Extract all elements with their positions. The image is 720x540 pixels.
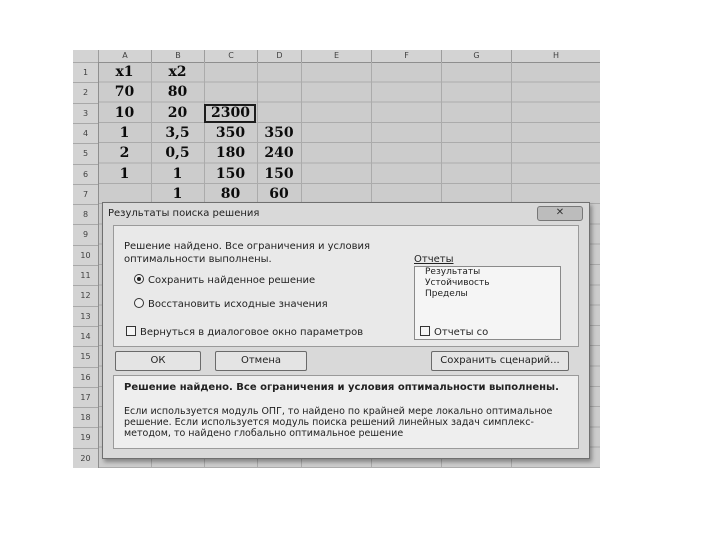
cell-c7[interactable]: 80 <box>220 185 241 202</box>
row-header[interactable]: 1 <box>73 62 98 82</box>
cell-d6[interactable]: 150 <box>264 165 294 182</box>
row-header[interactable]: 2 <box>73 82 98 102</box>
column-header-b[interactable]: B <box>151 50 204 62</box>
cell-a3[interactable]: 10 <box>114 104 135 121</box>
column-header-c[interactable]: C <box>204 50 257 62</box>
row-header[interactable]: 20 <box>73 448 98 468</box>
cell-b6[interactable]: 1 <box>172 165 183 182</box>
ok-button[interactable]: ОК <box>115 351 201 371</box>
cell-a1[interactable]: x1 <box>115 64 134 80</box>
column-header-e[interactable]: E <box>301 50 371 62</box>
row-header[interactable]: 10 <box>73 245 98 265</box>
checkbox-icon <box>420 326 430 336</box>
row-header[interactable]: 13 <box>73 306 98 326</box>
row-header[interactable]: 14 <box>73 326 98 346</box>
save-scenario-button[interactable]: Сохранить сценарий... <box>431 351 569 371</box>
cell-c5[interactable]: 180 <box>215 145 246 162</box>
row-header[interactable]: 18 <box>73 407 98 427</box>
cell-a6[interactable]: 1 <box>119 165 130 182</box>
cell-b4[interactable]: 3,5 <box>165 124 190 141</box>
explanation-text: Если используется модуль ОПГ, то найдено по крайней мере локально оптимальное решение. Если используется модуль поиска решений линейных задач симплекс-методом, то найдено глобально оптимальное решение <box>124 406 553 439</box>
restore-values-label: Восстановить исходные значения <box>148 299 328 310</box>
column-header-a[interactable]: A <box>98 50 151 62</box>
row-header[interactable]: 3 <box>73 103 98 123</box>
cell-d7[interactable]: 60 <box>269 185 289 202</box>
restore-values-radio[interactable] <box>134 298 328 310</box>
keep-solution-label: Сохранить найденное решение <box>148 275 316 286</box>
explanation-title: Решение найдено. Все ограничения и условия оптимальности выполнены. <box>124 382 559 393</box>
result-message: Решение найдено. Все ограничения и условия оптимальности выполнены. <box>124 241 370 265</box>
cell-a2[interactable]: 70 <box>114 84 135 101</box>
cancel-button[interactable]: Отмена <box>215 351 307 371</box>
cell-c3[interactable]: 2300 <box>211 104 250 121</box>
cell-b5[interactable]: 0,5 <box>165 145 190 162</box>
cell-b3[interactable]: 20 <box>167 104 188 121</box>
return-to-params-checkbox[interactable] <box>126 326 363 338</box>
keep-solution-radio[interactable] <box>134 274 315 286</box>
cell-b2[interactable]: 80 <box>167 84 188 101</box>
column-header-d[interactable]: D <box>257 50 301 62</box>
row-header[interactable]: 15 <box>73 346 98 366</box>
row-header-bar <box>73 62 99 468</box>
checkbox-icon <box>126 326 136 336</box>
cell-d4[interactable]: 350 <box>264 124 294 141</box>
cell-b7[interactable]: 1 <box>172 185 183 202</box>
radio-unselected-icon <box>134 298 144 308</box>
cell-b1[interactable]: x2 <box>168 64 187 80</box>
radio-selected-icon <box>134 274 144 284</box>
active-cell-border <box>204 104 256 123</box>
cell-a5[interactable]: 2 <box>119 145 130 162</box>
row-header[interactable]: 19 <box>73 427 98 447</box>
report-item-sensitivity[interactable]: Устойчивость <box>425 278 490 288</box>
row-header[interactable]: 4 <box>73 123 98 143</box>
column-header-h[interactable]: H <box>511 50 600 62</box>
row-header[interactable]: 7 <box>73 184 98 204</box>
report-item-limits[interactable]: Пределы <box>425 289 468 299</box>
column-header-f[interactable]: F <box>371 50 441 62</box>
dialog-title: Результаты поиска решения <box>108 208 260 219</box>
outline-reports-label: Отчеты со <box>434 327 489 338</box>
explanation-panel <box>113 375 579 449</box>
row-header[interactable]: 9 <box>73 224 98 244</box>
outline-reports-checkbox[interactable] <box>420 326 488 338</box>
report-item-results[interactable]: Результаты <box>425 267 481 277</box>
row-header[interactable]: 12 <box>73 285 98 305</box>
return-to-params-label: Вернуться в диалоговое окно параметров <box>140 327 364 338</box>
row-header[interactable]: 6 <box>73 164 98 184</box>
row-header[interactable]: 16 <box>73 367 98 387</box>
dialog-options-panel <box>113 225 579 347</box>
cell-d5[interactable]: 240 <box>264 145 294 162</box>
reports-label: Отчеты <box>414 254 454 265</box>
cell-c6[interactable]: 150 <box>215 165 246 182</box>
row-header[interactable]: 5 <box>73 143 98 163</box>
row-header[interactable]: 17 <box>73 387 98 407</box>
solver-results-dialog <box>102 202 590 459</box>
row-header[interactable]: 8 <box>73 204 98 224</box>
cell-a4[interactable]: 1 <box>119 124 130 141</box>
column-header-g[interactable]: G <box>441 50 511 62</box>
close-button[interactable]: ✕ <box>537 206 583 221</box>
row-header[interactable]: 11 <box>73 265 98 285</box>
cell-c4[interactable]: 350 <box>215 124 246 141</box>
